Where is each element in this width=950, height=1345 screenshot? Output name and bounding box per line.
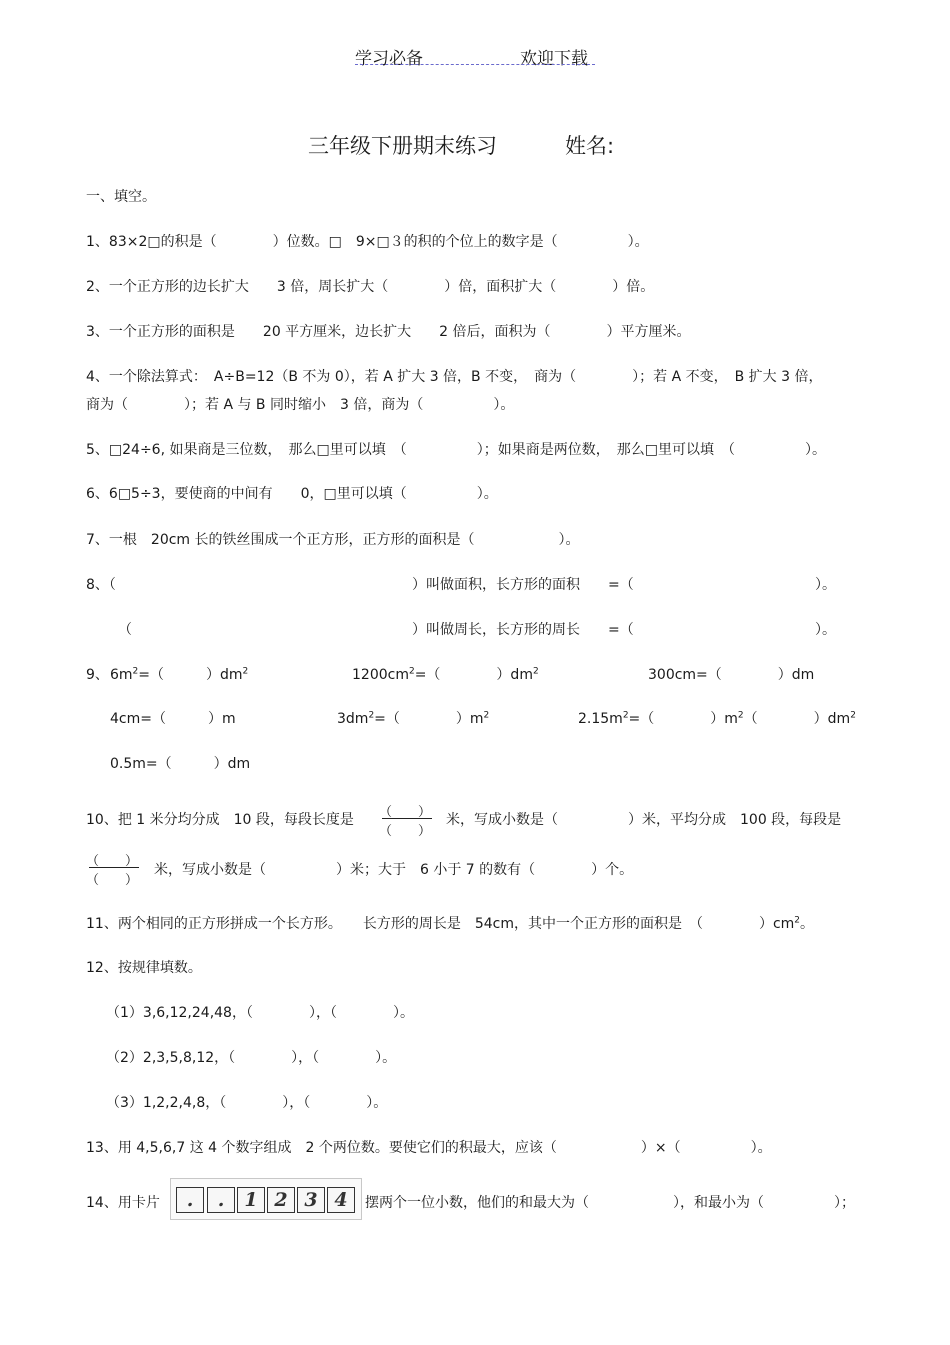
header-right: 欢迎下载 xyxy=(520,49,588,69)
question-8-perimeter: ）叫做周长，长方形的周长 =（ xyxy=(412,622,634,638)
card-dot-2: . xyxy=(207,1187,235,1213)
question-9-label: 9、 xyxy=(86,667,109,683)
q9-item-d: 4cm=（ ）m xyxy=(110,711,236,727)
question-8-line2-start: （ xyxy=(118,622,132,638)
header-underline xyxy=(355,64,595,65)
question-10-c: 米，写成小数是（ ）米；大于 6 小于 7 的数有（ ）个。 xyxy=(154,862,634,878)
question-10-a: 10、把 1 米分均分成 10 段，每段长度是 xyxy=(86,812,354,828)
card-3: 3 xyxy=(297,1187,325,1213)
q9-item-g: 0.5m=（ ）dm xyxy=(110,756,251,772)
page-title: 三年级下册期末练习 xyxy=(308,134,497,158)
question-14-rest: 摆两个一位小数，他们的和最大为（ ），和最小为（ ）； xyxy=(365,1195,855,1211)
header-left: 学习必备 xyxy=(355,49,423,69)
card-dot-1: . xyxy=(176,1187,204,1213)
question-11: 11、两个相同的正方形拼成一个长方形。 长方形的周长是 54cm，其中一个正方形的面积是 （ ）$cm^2$。 xyxy=(86,915,815,932)
q9-item-e: $3dm^2=$（ ）$m^2$ xyxy=(337,710,490,727)
question-13: 13、用 4,5,6,7 这 4 个数字组成 2 个两位数。要使它们的积最大，应该（ ）×（ ）。 xyxy=(86,1140,772,1156)
card-4: 4 xyxy=(327,1187,355,1213)
question-4-line1: 4、一个除法算式： A÷B=12（B 不为 0），若 A 扩大 3 倍，B 不变， 商为（ ）；若 A 不变， B 扩大 3 倍， xyxy=(86,369,823,385)
question-14-start: 14、用卡片 xyxy=(86,1195,160,1211)
question-12-item-3: （3）1,2,2,4,8，（ ），（ ）。 xyxy=(106,1095,388,1111)
question-2: 2、一个正方形的边长扩大 3 倍，周长扩大（ ）倍，面积扩大（ ）倍。 xyxy=(86,279,655,295)
question-8-start: 8、（ xyxy=(86,577,116,593)
card-1: 1 xyxy=(237,1187,265,1213)
question-8-area: ）叫做面积，长方形的面积 =（ xyxy=(412,577,634,593)
question-8-end2: ）。 xyxy=(815,622,836,638)
number-cards xyxy=(170,1178,362,1220)
question-1: 1、83×2□的积是（ ）位数。□ 9×□３的积的个位上的数字是（ ）。 xyxy=(86,234,649,250)
card-2: 2 xyxy=(267,1187,295,1213)
question-6: 6、6□5÷3，要使商的中间有 0，□里可以填（ ）。 xyxy=(86,486,498,502)
question-3: 3、一个正方形的面积是 20 平方厘米，边长扩大 2 倍后，面积为（ ）平方厘米。 xyxy=(86,324,691,340)
question-8-end1: ）。 xyxy=(815,577,836,593)
question-10-b: 米，写成小数是（ ）米，平均分成 100 段，每段是 xyxy=(446,812,842,828)
section-heading: 一、填空。 xyxy=(86,189,156,205)
q9-item-b: $1200cm^2=$（ ）$dm^2$ xyxy=(352,666,539,683)
question-12-item-1: （1）3,6,12,24,48，（ ），（ ）。 xyxy=(106,1005,414,1021)
question-7: 7、一根 20cm 长的铁丝围成一个正方形，正方形的面积是（ ）。 xyxy=(86,532,580,548)
question-4-line2: 商为（ ）；若 A 与 B 同时缩小 3 倍，商为（ ）。 xyxy=(86,397,515,413)
question-5: 5、□24÷6, 如果商是三位数， 那么□里可以填 （ ）；如果商是两位数， 那么□里可以填 （ ）。 xyxy=(86,442,826,458)
question-12-title: 12、按规律填数。 xyxy=(86,960,202,976)
q9-item-c: 300cm=（ ）dm xyxy=(648,667,815,683)
q9-item-f: $2.15m^2=$（ ）$m^2$（ ）$dm^2$ xyxy=(578,710,856,727)
q9-item-a: $6m^2=$（ ）$dm^2$ xyxy=(110,666,249,683)
name-label: 姓名: xyxy=(565,134,615,158)
question-12-item-2: （2）2,3,5,8,12，（ ），（ ）。 xyxy=(106,1050,397,1066)
